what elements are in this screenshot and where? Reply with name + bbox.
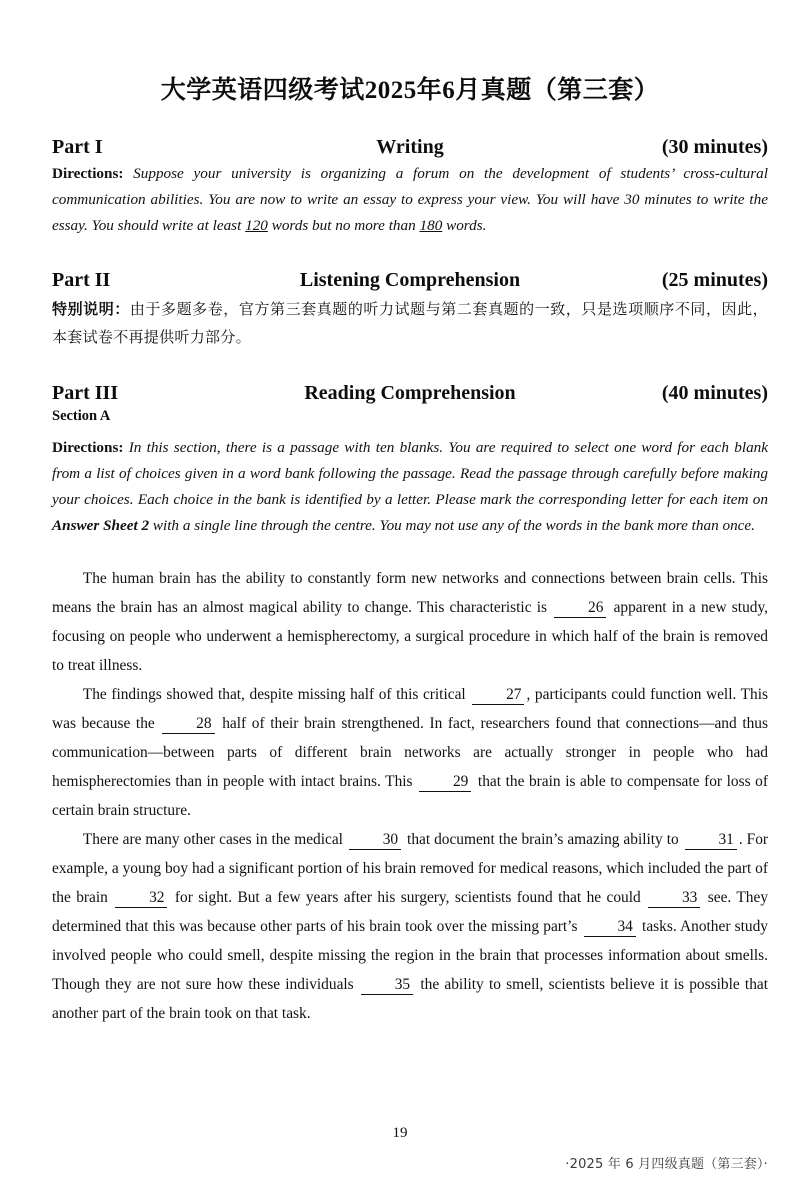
section-a-directions-text-2: with a single line through the centre. You may not use any of the words in the bank more than once. (149, 517, 755, 535)
part-two-note-lead: 特别说明： (52, 300, 130, 319)
part-one-time: (30 minutes) (661, 136, 768, 158)
part-two-title: Listening Comprehension (299, 269, 521, 292)
p1-text-b: apparent in a new study, focusing on people who underwent a hemispherectomy, a surgical procedure in which half of the brain is removed to treat illness. (52, 599, 768, 675)
blank-30[interactable]: 30 (349, 832, 401, 850)
blank-32[interactable]: 32 (115, 890, 167, 908)
part-two-note-body: 由于多题多卷，官方第三套真题的听力试题与第二套真题的一致，只是选项顺序不同，因此，本套试卷不再提供听力部分。 (52, 300, 768, 347)
part-two-header (52, 269, 768, 292)
p2-text-a: The findings showed that, despite missing half of this critical (82, 686, 471, 704)
passage-paragraph-2 (52, 681, 768, 826)
p1-text-a: The human brain has the ability to constantly form new networks and connections between brain cells. This means the brain has an almost magical ability to change. This characteristic is (52, 570, 768, 617)
p3-text-b: that document the brain’s amazing ability to (403, 831, 683, 849)
blank-34[interactable]: 34 (584, 919, 636, 937)
section-a-directions-text-1: In this section, there is a passage with ten blanks. You are required to select one word for each blank from a list of choices given in a word bank following the passage. Read the passage through carefully before making your choices. Each choice in the bank is identified by a letter. Please mark the corresponding letter for each item on (52, 438, 768, 509)
answer-sheet-reference: Answer Sheet 2 (52, 517, 150, 535)
blank-31[interactable]: 31 (685, 832, 737, 850)
passage-paragraph-3 (52, 826, 768, 1029)
min-words-value: 120 (245, 217, 268, 235)
part-one-header (52, 136, 768, 159)
spacer-after-part-one (52, 239, 768, 269)
blank-26[interactable]: 26 (554, 600, 606, 618)
part-three-header (52, 382, 768, 405)
part-one-directions-lead: Directions: (52, 165, 124, 182)
part-three-time: (40 minutes) (661, 381, 768, 404)
blank-33[interactable]: 33 (648, 890, 700, 908)
p2-text-c: half of their brain strengthened. In fact, researchers found that connections—and thus communication—between parts of different brain networks are actually stronger in people who had hemispherectomies than in people with intact brains. This (52, 715, 768, 791)
footer-note: ·2025 年 6 月四级真题（第三套）· (565, 1157, 768, 1172)
part-three-title: Reading Comprehension (304, 381, 516, 404)
p2-text-b: , participants could function well. This was because the (52, 686, 769, 733)
max-words-value: 180 (419, 217, 443, 235)
part-one-label: Part I (52, 136, 103, 158)
part-two-note (52, 296, 768, 352)
part-one-directions-text-1: Suppose your university is organizing a forum on the development of students’ cross-cultural communication abilities. You are now to write an essay to express your view. You will have 30 minutes to write the essay. You should write at least (52, 165, 768, 235)
blank-35[interactable]: 35 (361, 977, 413, 995)
section-a-label: Section A (52, 407, 111, 424)
part-three-label: Part III (52, 381, 119, 404)
part-two-label: Part II (52, 269, 111, 292)
p3-text-d: for sight. But a few years after his surgery, scientists found that he could (169, 888, 647, 906)
blank-28[interactable]: 28 (162, 716, 214, 734)
page-number: 19 (392, 1125, 408, 1141)
blank-27[interactable]: 27 (472, 687, 524, 705)
blank-29[interactable]: 29 (419, 774, 471, 792)
part-one-directions-text-2: words but no more than (267, 217, 420, 235)
p2-text-d: that the brain is able to compensate for loss of certain brain structure. (52, 773, 768, 820)
passage-paragraph-1 (52, 565, 768, 681)
p3-text-a: There are many other cases in the medical (82, 831, 347, 849)
p3-text-f: tasks. Another study involved people who could smell, despite missing the region in the brain that processes information about smells. Though they are not sure how these individuals (52, 917, 768, 993)
part-two-time: (25 minutes) (661, 269, 768, 292)
p3-text-c: . For example, a young boy had a significant portion of his brain removed for medical reasons, which included the part of the brain (52, 831, 769, 906)
p3-text-e: see. They determined that this was because other parts of his brain took over the missing part’s (52, 888, 769, 935)
spacer-after-part-two (52, 352, 768, 382)
section-a-directions-lead: Directions: (52, 438, 124, 456)
page-title: 大学英语四级考试2025年6月真题（第三套） (160, 77, 660, 104)
p3-text-g: the ability to smell, scientists believe it is possible that another part of the brain took on that task. (52, 975, 769, 1022)
spacer-after-title (52, 106, 768, 136)
part-one-title: Writing (376, 136, 444, 158)
section-a-directions (52, 435, 768, 540)
part-one-directions (52, 161, 768, 239)
part-one-directions-text-3: words. (442, 217, 487, 235)
page-content (52, 0, 768, 1029)
page-footer (0, 1125, 800, 1172)
